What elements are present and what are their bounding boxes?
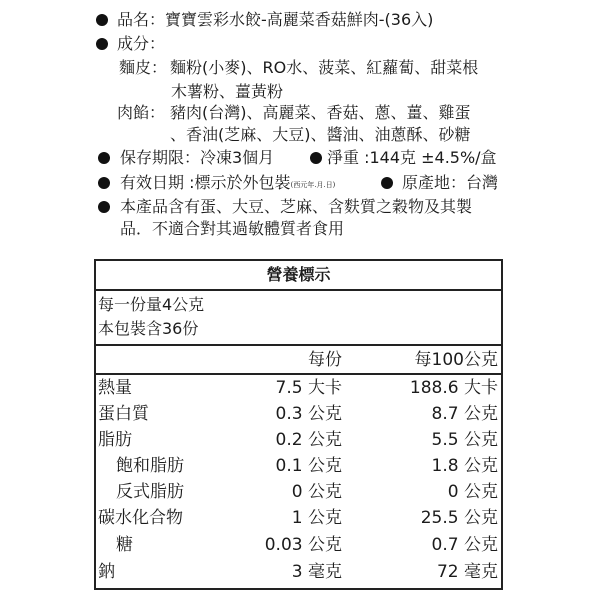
per-serving-value: 0 公克 bbox=[291, 482, 342, 502]
per-serving-value: 1 公克 bbox=[291, 508, 342, 528]
nutrient-name: 反式脂肪 bbox=[116, 482, 184, 502]
nutrition-row bbox=[96, 453, 501, 479]
per-serving-value: 0.2 公克 bbox=[275, 430, 342, 450]
nutrient-name: 脂肪 bbox=[98, 430, 132, 450]
nutrition-row bbox=[96, 532, 501, 558]
net-weight: 淨重 :144克 ±4.5%/盒 bbox=[327, 148, 497, 167]
per-serving-value: 3 毫克 bbox=[291, 562, 342, 582]
divider bbox=[96, 344, 501, 346]
filling-ingredients-line1: 豬肉(台灣)、高麗菜、香菇、蔥、薑、雞蛋 bbox=[170, 103, 471, 122]
bullet-icon bbox=[98, 152, 110, 164]
origin: 原產地：台灣 bbox=[402, 173, 499, 192]
bullet-icon bbox=[96, 38, 108, 50]
wrapper-ingredients-line1: 麵粉(小麥)、RO水、菠菜、紅蘿蔔、甜菜根 bbox=[170, 58, 479, 77]
nutrition-row bbox=[96, 559, 501, 585]
per-100g-value: 1.8 公克 bbox=[431, 456, 498, 476]
per-100g-value: 25.5 公克 bbox=[420, 508, 498, 528]
bullet-icon bbox=[381, 177, 393, 189]
per-100g-value: 0.7 公克 bbox=[431, 535, 498, 555]
nutrition-row bbox=[96, 375, 501, 401]
per-serving-value: 7.5 大卡 bbox=[275, 378, 342, 398]
nutrition-row bbox=[96, 401, 501, 427]
serving-size: 每一份量4公克 bbox=[98, 295, 205, 314]
per-100g-value: 72 毫克 bbox=[436, 562, 498, 582]
nutrition-row bbox=[96, 505, 501, 531]
column-header-row bbox=[96, 347, 501, 373]
bullet-icon bbox=[98, 201, 110, 213]
product-name: 品名：寶寶雲彩水餃-高麗菜香菇鮮肉-(36入) bbox=[117, 10, 434, 29]
nutrient-name: 碳水化合物 bbox=[98, 508, 183, 528]
nutrition-row bbox=[96, 427, 501, 453]
per-100g-value: 5.5 公克 bbox=[431, 430, 498, 450]
per-100g-value: 0 公克 bbox=[447, 482, 498, 502]
filling-label: 肉餡： bbox=[117, 103, 166, 122]
per-serving-value: 0.03 公克 bbox=[264, 535, 342, 555]
wrapper-ingredients-line2: 木薯粉、薑黃粉 bbox=[171, 82, 284, 101]
per-serving-value: 0.3 公克 bbox=[275, 404, 342, 424]
allergen-warning-line2: 品．不適合對其過敏體質者食用 bbox=[120, 219, 345, 238]
per-100g-value: 8.7 公克 bbox=[431, 404, 498, 424]
wrapper-label: 麵皮： bbox=[119, 58, 168, 77]
expiry-date bbox=[120, 172, 335, 194]
per-100g-value: 188.6 大卡 bbox=[409, 378, 498, 398]
nutrition-table bbox=[94, 259, 503, 590]
bullet-icon bbox=[96, 14, 108, 26]
column-header-per-serving: 每份 bbox=[308, 350, 342, 370]
nutrition-row bbox=[96, 479, 501, 505]
allergen-warning-line1: 本產品含有蛋、大豆、芝麻、含麩質之穀物及其製 bbox=[120, 197, 473, 216]
nutrition-title: 營養標示 bbox=[96, 261, 501, 291]
filling-ingredients-line2: 、香油(芝麻、大豆)、醬油、油蔥酥、砂糖 bbox=[170, 125, 471, 144]
nutrient-name: 熱量 bbox=[98, 378, 132, 398]
nutrient-name: 飽和脂肪 bbox=[116, 456, 184, 476]
expiry-label: 有效日期 :標示於外包裝 bbox=[120, 173, 291, 192]
ingredients-heading: 成分： bbox=[117, 34, 166, 53]
expiry-format-note: (西元年.月.日) bbox=[290, 181, 336, 189]
shelf-life: 保存期限：冷凍3個月 bbox=[120, 148, 275, 167]
nutrient-name: 蛋白質 bbox=[98, 404, 149, 424]
servings-per-pack: 本包裝含36份 bbox=[98, 319, 199, 338]
nutrient-name: 鈉 bbox=[98, 562, 115, 582]
nutrient-name: 糖 bbox=[116, 535, 133, 555]
bullet-icon bbox=[310, 152, 322, 164]
bullet-icon bbox=[98, 177, 110, 189]
column-header-per-100g: 每100公克 bbox=[414, 350, 498, 370]
per-serving-value: 0.1 公克 bbox=[275, 456, 342, 476]
